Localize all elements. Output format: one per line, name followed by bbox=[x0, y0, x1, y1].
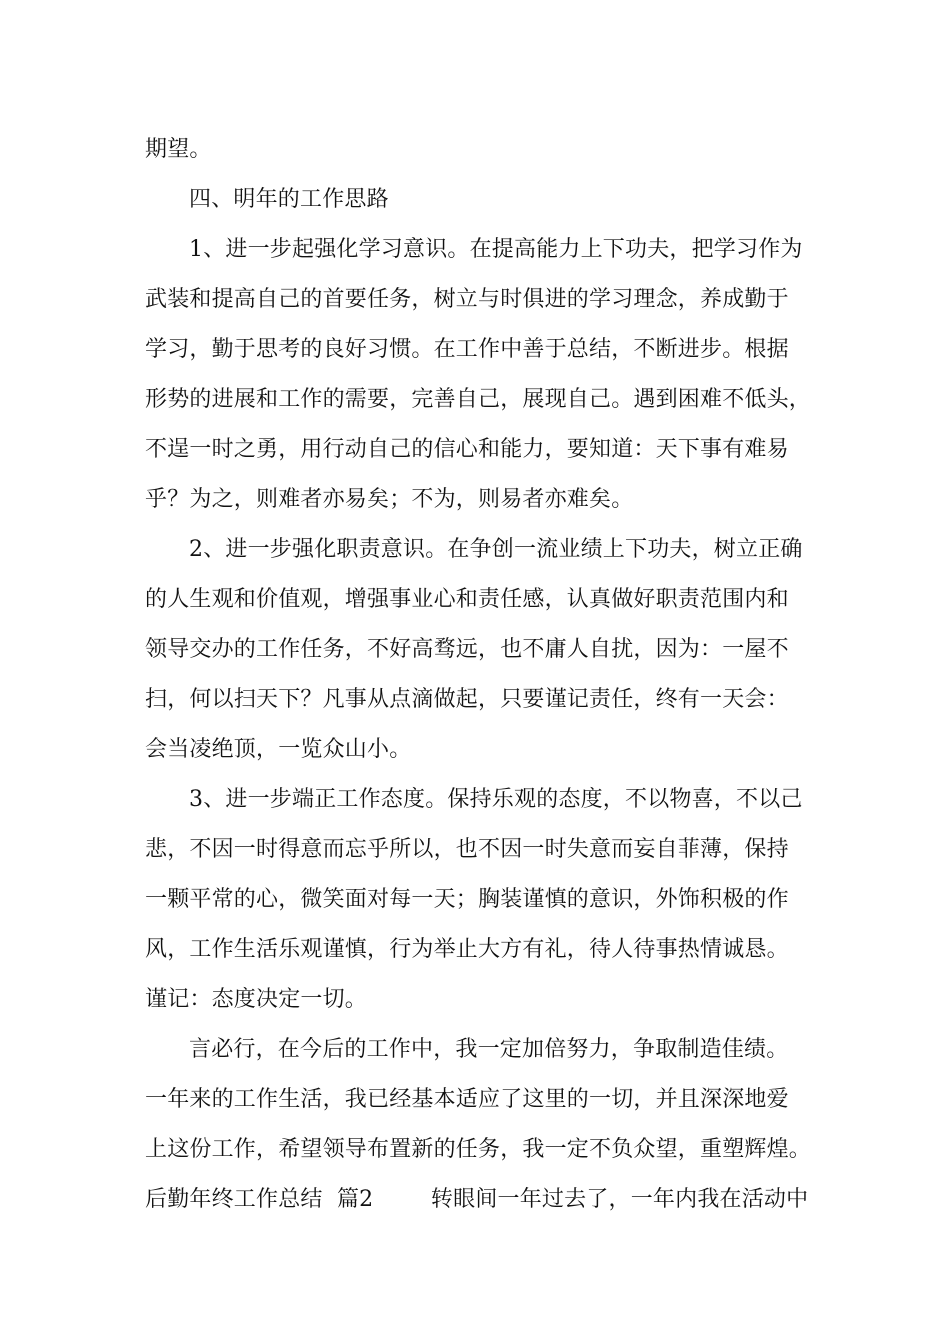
text-line: 不逞一时之勇，用行动自己的信心和能力，要知道：天下事有难易 bbox=[145, 437, 789, 462]
text-line: 3、进一步端正工作态度。保持乐观的态度，不以物喜，不以己 bbox=[189, 787, 803, 812]
text-line: 一颗平常的心，微笑面对每一天；胸装谨慎的意识，外饰积极的作 bbox=[145, 887, 789, 912]
text-line: 谨记：态度决定一切。 bbox=[145, 987, 368, 1012]
text-line: 形势的进展和工作的需要，完善自己，展现自己。遇到困难不低头， bbox=[145, 387, 812, 412]
text-line: 乎？为之，则难者亦易矣；不为，则易者亦难矣。 bbox=[145, 487, 634, 512]
text-line: 后勤年终工作总结 篇2 转眼间一年过去了，一年内我在活动中 bbox=[145, 1187, 809, 1212]
text-line: 2、进一步强化职责意识。在争创一流业绩上下功夫，树立正确 bbox=[189, 537, 803, 562]
text-line: 悲，不因一时得意而忘乎所以，也不因一时失意而妄自菲薄，保持 bbox=[145, 837, 789, 862]
text-line: 一年来的工作生活，我已经基本适应了这里的一切，并且深深地爱 bbox=[145, 1087, 789, 1112]
text-line: 言必行，在今后的工作中，我一定加倍努力，争取制造佳绩。 bbox=[189, 1037, 789, 1062]
text-line: 风，工作生活乐观谨慎，行为举止大方有礼，待人待事热情诚恳。 bbox=[145, 937, 789, 962]
section-heading: 四、明年的工作思路 bbox=[189, 187, 389, 212]
text-line: 学习，勤于思考的良好习惯。在工作中善于总结，不断进步。根据 bbox=[145, 337, 789, 362]
text-line: 领导交办的工作任务，不好高骛远，也不庸人自扰，因为：一屋不 bbox=[145, 637, 789, 662]
text-line: 1、进一步起强化学习意识。在提高能力上下功夫，把学习作为 bbox=[189, 237, 803, 262]
text-line: 会当凌绝顶，一览众山小。 bbox=[145, 737, 412, 762]
text-line: 扫，何以扫天下？凡事从点滴做起，只要谨记责任，终有一天会： bbox=[145, 687, 789, 712]
text-line: 武装和提高自己的首要任务，树立与时俱进的学习理念，养成勤于 bbox=[145, 287, 789, 312]
text-line: 的人生观和价值观，增强事业心和责任感，认真做好职责范围内和 bbox=[145, 587, 789, 612]
text-line: 上这份工作，希望领导布置新的任务，我一定不负众望，重塑辉煌。 bbox=[145, 1137, 812, 1162]
text-line: 期望。 bbox=[145, 137, 212, 162]
